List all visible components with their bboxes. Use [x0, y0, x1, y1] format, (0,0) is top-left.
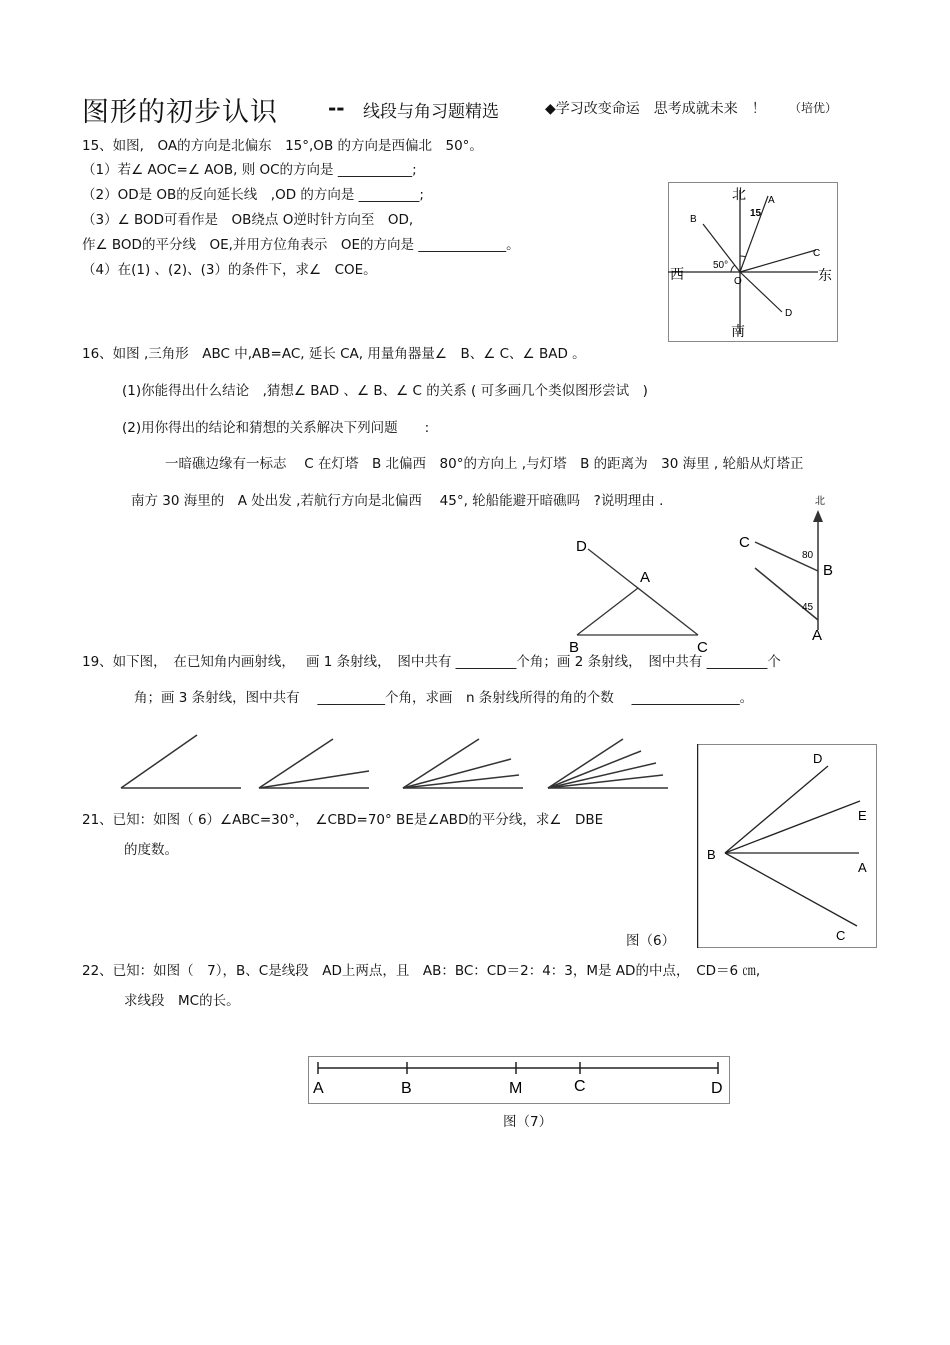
label-a: A — [768, 195, 775, 206]
q16-part1: (1)你能得出什么结论 ,猜想∠ BAD 、∠ B、∠ C 的关系 ( 可多画几个类似图形尝试 ) — [122, 383, 648, 399]
label-b: B — [690, 214, 697, 225]
q16-stem: 16、如图 ,三角形 ABC 中,AB=AC, 延长 CA, 用量角器量∠ B、∠ C、∠ BAD 。 — [82, 346, 586, 362]
q16-problem-line2: 南方 30 海里的 A 处出发 ,若航行方向是北偏西 45°, 轮船能避开暗礁吗 ?说明理由 . — [131, 493, 664, 509]
motto: ◆学习改变命运 思考成就未来 ！ — [545, 101, 766, 117]
q16-problem-line1: 一暗礁边缘有一标志 C 在灯塔 B 北偏西 80°的方向上 ,与灯塔 B 的距离为 30 海里 , 轮船从灯塔正 — [165, 456, 804, 472]
angle-figure-2-rays — [403, 739, 523, 788]
label-b: B — [401, 1080, 412, 1097]
q15-part4: （4）在(1) 、(2)、(3）的条件下，求∠ COE。 — [82, 262, 377, 278]
q15-part1: （1）若∠ AOC=∠ AOB, 则 OC的方向是 ___________; — [82, 162, 417, 178]
label-e: E — [858, 808, 867, 823]
label-a: A — [858, 860, 867, 875]
angle-arc-a — [740, 256, 746, 257]
label-south: 南 — [731, 323, 745, 339]
label-b: B — [707, 847, 716, 862]
q16-triangle-figure — [560, 530, 720, 655]
q19-line1: 19、如下图， 在已知角内画射线， 画 1 条射线， 图中共有 _________个角；画 2 条射线， 图中共有 _________个 — [82, 654, 781, 670]
label-d: D — [711, 1080, 723, 1097]
label-east: 东 — [818, 267, 832, 283]
label-north: 北 — [815, 496, 825, 507]
label-b: B — [569, 639, 580, 655]
q22-line2: 求线段 MC的长。 — [124, 993, 240, 1009]
line-dc — [588, 549, 698, 635]
q21-line2: 的度数。 — [124, 842, 178, 858]
label-d: D — [813, 751, 823, 766]
label-angle-15: 15 — [750, 208, 762, 219]
label-angle-50: 50° — [713, 260, 729, 271]
label-north: 北 — [732, 186, 746, 202]
label-west: 西 — [670, 266, 684, 282]
label-c: C — [574, 1078, 586, 1095]
ray-od — [740, 272, 782, 312]
q15-part3b: 作∠ BOD的平分线 OE,并用方位角表示 OE的方向是 _____________。 — [82, 237, 520, 253]
q22-line1: 22、已知：如图（ 7），B、C是线段 AD上两点，且 AB：BC：CD＝2：4：3，M是 AD的中点， CD＝6 ㎝, — [82, 963, 761, 979]
label-a: A — [812, 627, 823, 644]
label-a: A — [640, 569, 651, 586]
q19-line2: 角；画 3 条射线，图中共有 __________个角，求画 n 条射线所得的角的个数 ________________。 — [134, 690, 754, 706]
q16-navigation-figure — [735, 490, 845, 645]
level-tag: （培优） — [789, 101, 838, 115]
q22-caption: 图（7） — [503, 1114, 553, 1130]
label-angle-80: 80 — [802, 550, 814, 561]
title-dash: -- — [328, 96, 345, 120]
angle-figure-0-rays — [121, 735, 241, 788]
q21-figure — [697, 744, 877, 948]
ray-bd — [725, 766, 828, 853]
q15-part3a: （3）∠ BOD可看作是 OB绕点 O逆时针方向至 OD, — [82, 212, 414, 228]
q19-angle-figures — [115, 733, 675, 795]
angle-figure-1-ray — [259, 739, 369, 788]
q15-compass-figure — [668, 182, 838, 342]
label-c: C — [697, 639, 708, 655]
q21-line1: 21、已知：如图（ 6）∠ABC=30°， ∠CBD=70° BE是∠ABD的平分线，求∠ DBE — [82, 812, 604, 828]
angle-arc-b — [731, 265, 735, 272]
ray-bc — [725, 853, 857, 926]
label-origin: O — [734, 276, 742, 287]
angle-figure-3-rays — [548, 739, 668, 788]
ray-be — [725, 801, 860, 853]
north-arrow-icon — [813, 510, 823, 522]
page-subtitle: 线段与角习题精选 — [363, 102, 499, 122]
page-title: 图形的初步认识 — [82, 97, 278, 128]
label-b: B — [823, 562, 834, 579]
label-d: D — [785, 308, 793, 319]
label-angle-45: 45 — [802, 602, 814, 613]
q15-part2: （2）OD是 OB的反向延长线 ,OD 的方向是 _________; — [82, 187, 424, 203]
q21-caption: 图（6） — [626, 933, 676, 949]
q16-part2: (2)用你得出的结论和猜想的关系解决下列问题 : — [122, 420, 430, 436]
label-c: C — [836, 928, 846, 943]
label-m: M — [509, 1080, 523, 1097]
q22-segment-figure — [308, 1056, 730, 1104]
label-a: A — [313, 1080, 324, 1097]
side-ab — [577, 588, 638, 635]
label-d: D — [576, 538, 587, 555]
label-c: C — [813, 248, 821, 259]
q15-stem: 15、如图, OA的方向是北偏东 15°,OB 的方向是西偏北 50°。 — [82, 138, 483, 154]
ray-oc — [740, 250, 816, 272]
label-c: C — [739, 534, 750, 551]
